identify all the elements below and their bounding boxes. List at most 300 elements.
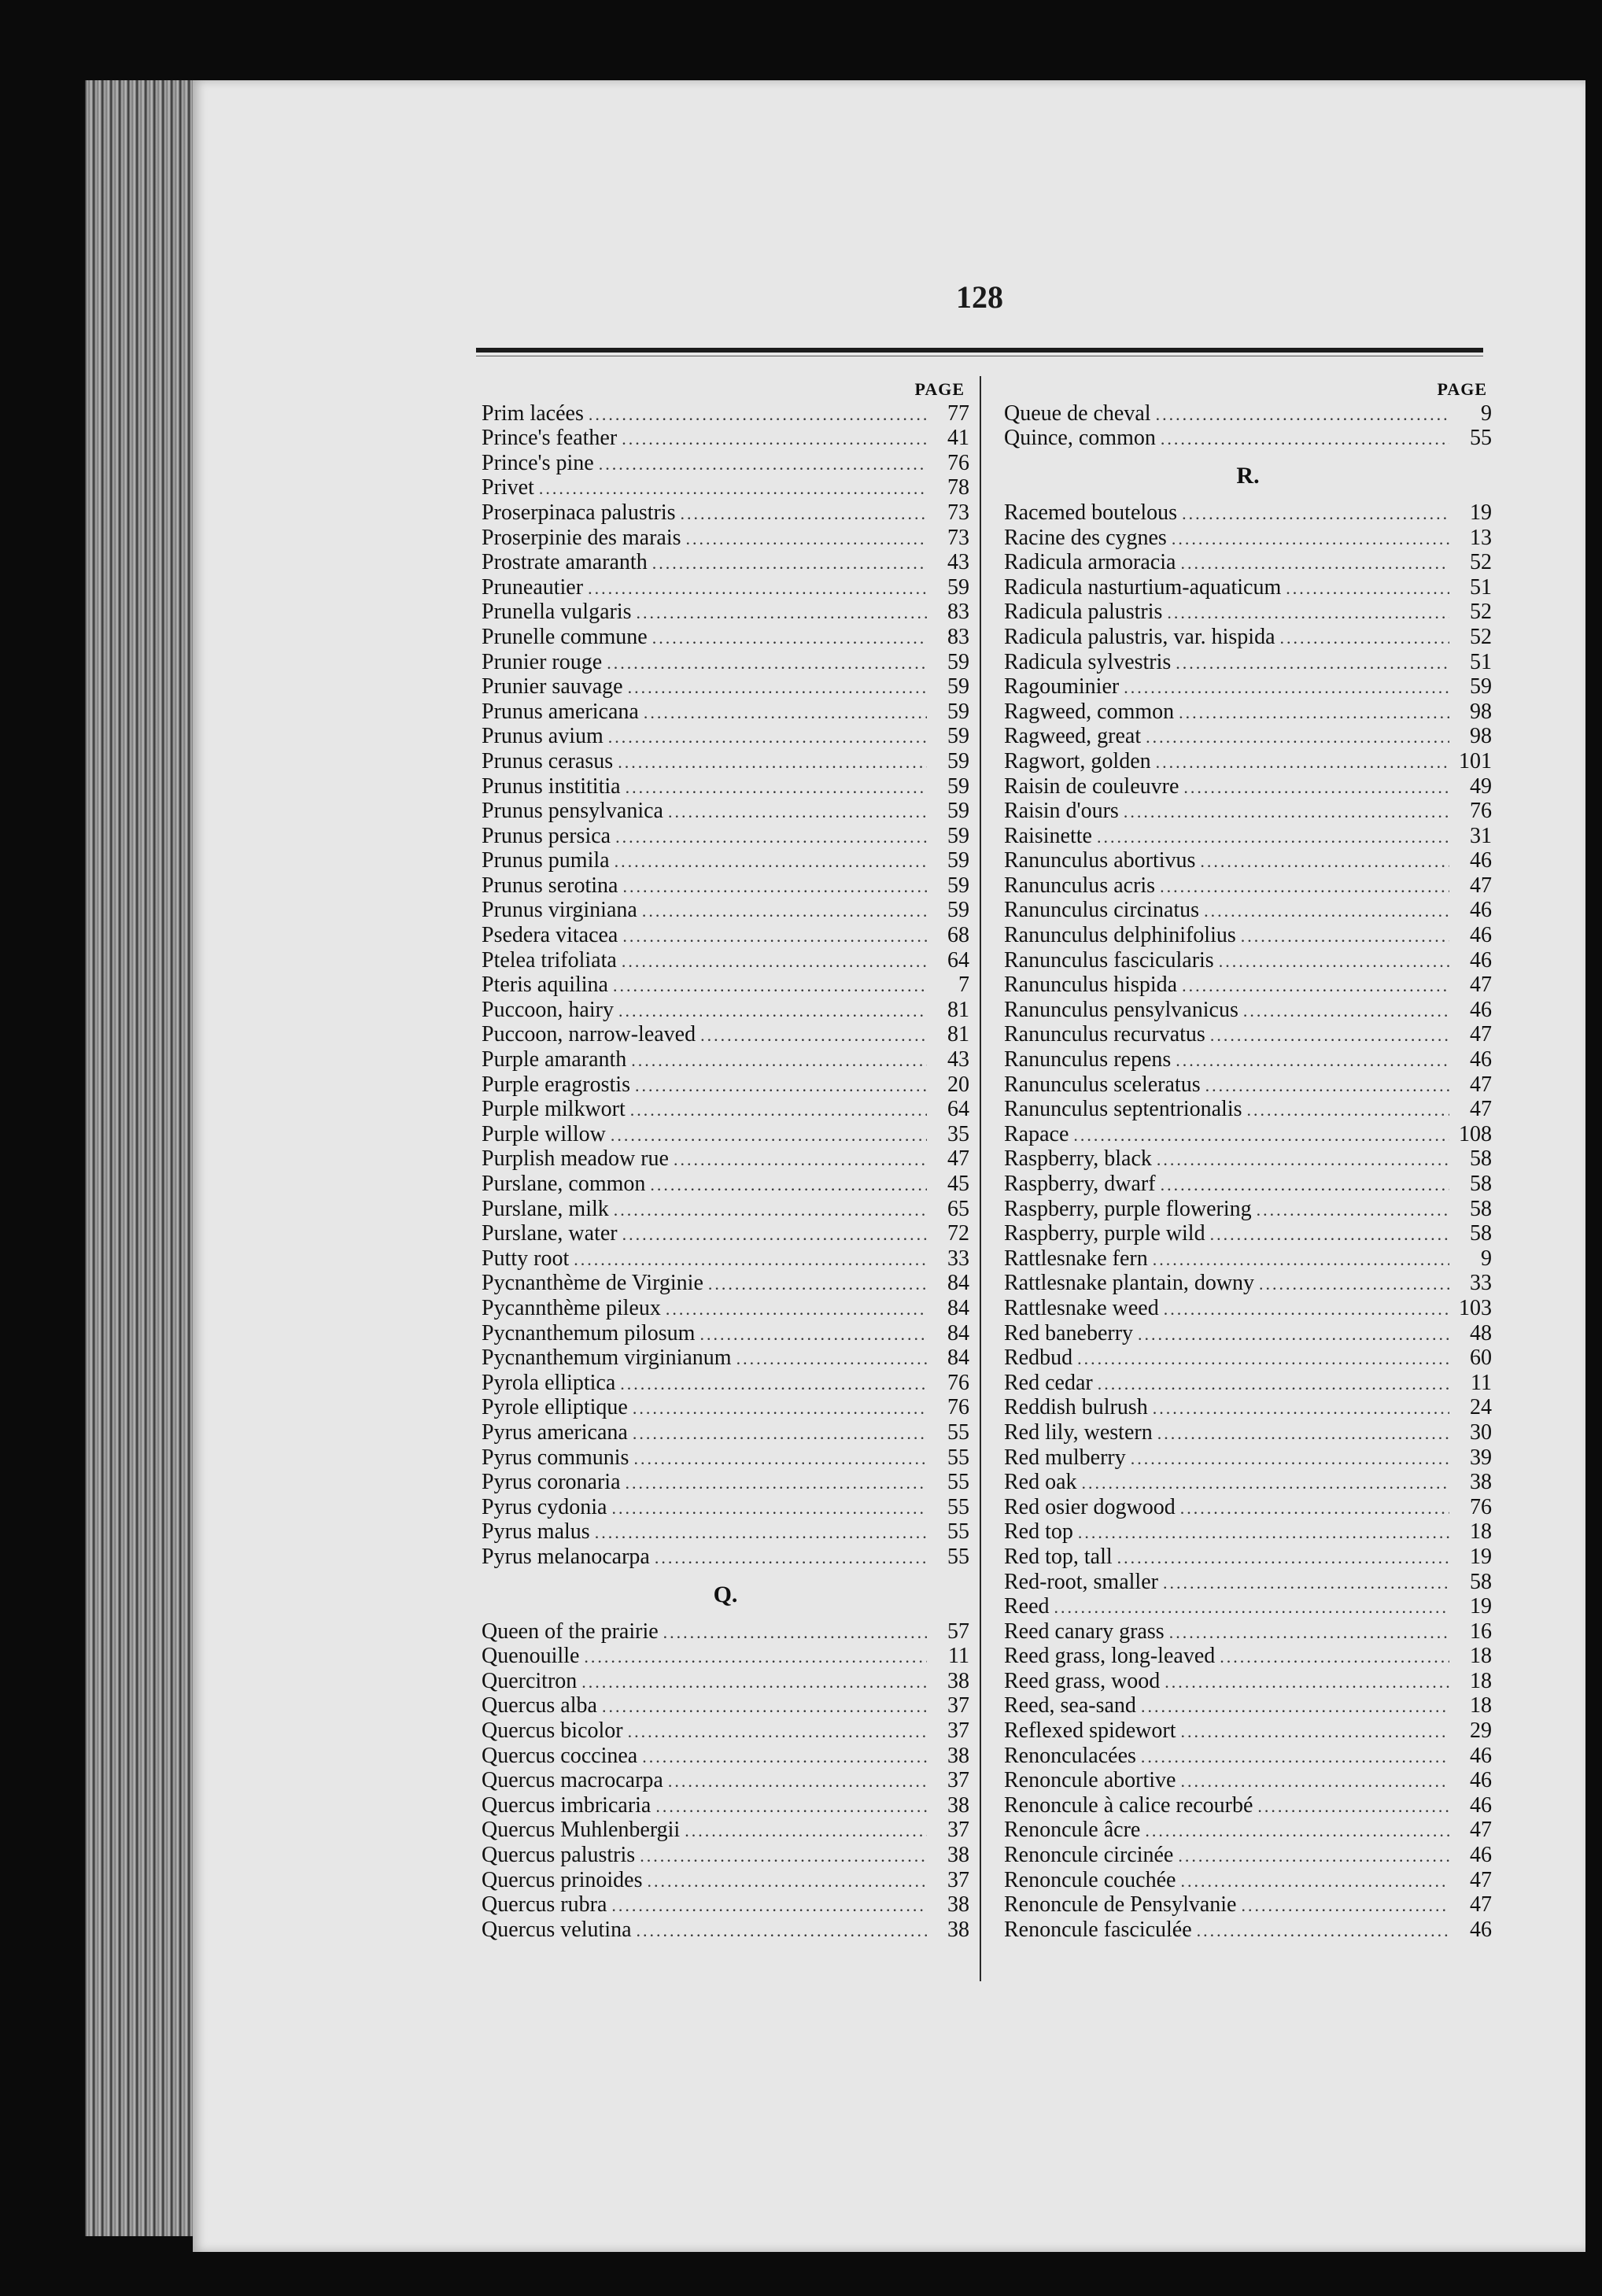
entry-page: 19 [1470,1594,1492,1619]
entry-page: 47 [1470,1097,1492,1122]
dot-leader [1165,1670,1449,1695]
index-entry [482,1519,969,1545]
index-entry [1004,998,1492,1023]
column-page-header: PAGE [914,379,965,399]
entry-name: Ranunculus delphinifolius [1004,923,1236,948]
entry-name: Raspberry, purple wild [1004,1221,1205,1246]
dot-leader [1183,775,1449,800]
entry-name: Quercus velutina [482,1917,632,1942]
entry-name: Renoncule circinée [1004,1843,1174,1868]
index-entry [482,923,969,948]
index-entry [1004,1570,1492,1595]
entry-page: 84 [947,1345,969,1371]
entry-page: 38 [947,1668,969,1693]
entry-page: 58 [1470,1569,1492,1594]
entry-name: Quercitron [482,1668,578,1693]
entry-page: 59 [947,898,969,923]
index-entry [482,1221,969,1246]
index-entry [482,401,969,426]
entry-name: Ranunculus acris [1004,873,1156,898]
entry-name: Proserpinie des marais [482,525,681,550]
dot-leader [611,1496,927,1521]
entry-page: 45 [947,1172,969,1196]
dot-leader [595,1520,927,1545]
index-entry [1004,625,1492,650]
dot-leader [1180,1869,1449,1894]
index-entry [482,1470,969,1495]
entry-name: Pyrole elliptique [482,1395,628,1420]
dot-leader [1157,1147,1449,1172]
index-entry [1004,1097,1492,1122]
dot-leader [1138,1322,1449,1347]
dot-leader [1098,1371,1449,1397]
entry-name: Purple milkwort [482,1097,626,1122]
entry-name: Proserpinaca palustris [482,500,676,525]
dot-leader [628,1719,927,1744]
index-entry [1004,1172,1492,1197]
dot-leader [1157,1421,1449,1446]
entry-name: Purple eragrostis [482,1072,630,1097]
index-entry [482,1793,969,1818]
entry-page: 55 [947,1544,969,1569]
entry-page: 52 [1470,600,1492,625]
entry-name: Raspberry, purple flowering [1004,1196,1252,1221]
entry-name: Rattlesnake plantain, downy [1004,1271,1255,1296]
entry-page: 59 [947,674,969,700]
entry-name: Rattlesnake fern [1004,1246,1148,1271]
dot-leader [1280,626,1450,651]
index-entry [1004,973,1492,998]
entry-page: 18 [1470,1693,1492,1718]
entry-page: 59 [947,848,969,873]
entry-name: Prince's pine [482,450,594,475]
entry-name: Ranunculus recurvatus [1004,1022,1205,1047]
index-entry [1004,426,1492,451]
dot-leader [1082,1471,1449,1496]
dot-leader [1161,426,1449,452]
dot-leader [607,651,927,676]
entry-page: 46 [1470,898,1492,923]
index-entry [482,1197,969,1222]
index-entry [1004,1793,1492,1818]
index-column-left [482,376,969,1942]
entry-page: 76 [1470,1494,1492,1519]
dot-leader [1181,1719,1450,1744]
index-entry [1004,600,1492,625]
entry-page: 103 [1459,1295,1492,1320]
entry-page: 48 [1470,1320,1492,1345]
entry-page: 47 [1470,1072,1492,1097]
index-entry [482,1718,969,1744]
index-entry [482,1768,969,1793]
entry-page: 51 [1470,649,1492,674]
index-entry [1004,1644,1492,1669]
index-entry [482,1097,969,1122]
index-entries-q [482,1619,969,1943]
entry-name: Red osier dogwood [1004,1494,1176,1519]
entry-page: 76 [947,450,969,475]
dot-leader [622,949,927,974]
dot-leader [1131,1446,1449,1471]
index-entry [1004,1868,1492,1893]
dot-leader [1054,1595,1449,1620]
dot-leader [650,1172,927,1198]
entry-name: Queen of the prairie [482,1619,659,1644]
dot-leader [652,551,927,576]
entry-page: 59 [947,724,969,749]
entry-page: 68 [947,923,969,948]
index-entry [1004,700,1492,725]
index-entry [482,526,969,551]
entry-name: Pycnanthemum pilosum [482,1320,696,1345]
entry-page: 47 [1470,973,1492,998]
dot-leader [1247,1098,1449,1123]
entry-name: Prunus avium [482,724,604,749]
entry-page: 43 [947,550,969,575]
dot-leader [663,1620,927,1645]
entry-name: Pruneautier [482,574,584,600]
entry-page: 46 [1470,1047,1492,1072]
dot-leader [708,1272,927,1297]
entry-name: Pyrus americana [482,1419,628,1445]
entry-page: 37 [947,1693,969,1718]
entry-name: Red top [1004,1519,1073,1545]
entry-page: 59 [947,649,969,674]
index-entry [1004,1892,1492,1918]
entry-page: 59 [947,799,969,824]
dot-leader [1172,526,1449,552]
dot-leader [1197,1918,1449,1943]
entry-name: Prunus persica [482,823,611,848]
entry-page: 55 [947,1470,969,1495]
entry-page: 59 [947,823,969,848]
entry-name: Pteris aquilina [482,973,608,998]
entry-name: Reed canary grass [1004,1619,1165,1644]
dot-leader [668,799,927,825]
header-rule [476,348,1483,353]
index-entry [482,1371,969,1396]
entry-name: Prunier sauvage [482,674,623,700]
index-entry [1004,824,1492,849]
index-entry [1004,1122,1492,1147]
entry-page: 18 [1470,1519,1492,1545]
index-entry [1004,799,1492,824]
entry-name: Prunier rouge [482,649,603,674]
dot-leader [640,1844,927,1869]
index-entry [1004,1545,1492,1570]
index-entry [1004,1246,1492,1272]
index-entry [1004,898,1492,923]
entry-page: 18 [1470,1644,1492,1669]
index-entry [482,799,969,824]
index-entry [1004,1395,1492,1420]
dot-leader [618,999,927,1024]
dot-leader [1156,402,1449,427]
entry-name: Radicula nasturtium-aquaticum [1004,574,1282,600]
entry-name: Renoncule à calice recourbé [1004,1792,1253,1818]
dot-leader [1156,750,1449,775]
entry-page: 38 [947,1917,969,1942]
index-entry [1004,1371,1492,1396]
entry-name: Reed grass, long-leaved [1004,1644,1216,1669]
index-entry [1004,1047,1492,1072]
index-entry [482,1146,969,1172]
entry-name: Radicula palustris, var. hispida [1004,624,1275,649]
entry-page: 81 [947,1022,969,1047]
entry-name: Purslane, water [482,1221,618,1246]
index-entry [482,973,969,998]
entry-page: 38 [947,1892,969,1918]
dot-leader [622,924,927,949]
entry-page: 59 [947,574,969,600]
entry-page: 76 [947,1370,969,1395]
entry-name: Prunelle commune [482,624,648,649]
entry-page: 46 [1470,1792,1492,1818]
entry-page: 64 [947,1097,969,1122]
entry-page: 47 [947,1146,969,1172]
entry-page: 46 [1470,1768,1492,1793]
dot-leader [633,1396,927,1421]
dot-leader [584,1644,927,1670]
dot-leader [1180,1769,1449,1794]
index-entry [482,1271,969,1296]
index-entry [482,1545,969,1570]
dot-leader [1141,1744,1449,1770]
entry-name: Prunus serotina [482,873,618,898]
index-entry [1004,674,1492,700]
dot-leader [581,1670,927,1695]
entry-name: Quince, common [1004,426,1156,451]
dot-leader [1153,1396,1449,1421]
dot-leader [1178,1844,1449,1869]
index-entry [1004,1818,1492,1843]
entry-name: Ranunculus abortivus [1004,848,1196,873]
dot-leader [686,526,928,552]
section-letter-q: Q. [713,1581,738,1608]
index-entry [482,724,969,749]
entry-name: Renoncule de Pensylvanie [1004,1892,1237,1918]
entry-page: 37 [947,1718,969,1744]
dot-leader [1257,1794,1449,1819]
entry-page: 19 [1470,1544,1492,1569]
entry-page: 46 [1470,848,1492,873]
dot-leader [615,849,927,874]
dot-leader [637,1918,928,1943]
entry-page: 55 [947,1419,969,1445]
entry-name: Racemed boutelous [1004,500,1178,525]
index-column-right [1004,376,1492,1942]
entry-name: Redbud [1004,1345,1073,1371]
entry-page: 46 [1470,997,1492,1022]
entry-page: 59 [947,699,969,724]
dot-leader [1179,700,1449,725]
entry-name: Quercus Muhlenbergii [482,1818,681,1843]
dot-leader [1163,1571,1449,1596]
index-entry [1004,948,1492,973]
index-entry [482,774,969,799]
entry-page: 24 [1470,1395,1492,1420]
index-entry [1004,1718,1492,1744]
dot-leader [681,501,928,526]
entry-page: 84 [947,1295,969,1320]
dot-leader [666,1297,927,1322]
index-entries-q-continued [1004,401,1492,451]
entry-name: Reed [1004,1594,1050,1619]
dot-leader [622,426,927,452]
dot-leader [1180,1496,1449,1521]
entry-name: Prim lacées [482,401,584,426]
index-entry [1004,1146,1492,1172]
dot-leader [1167,600,1449,626]
dot-leader [630,1098,927,1123]
index-entry [482,1122,969,1147]
entry-name: Ragweed, common [1004,699,1175,724]
entry-page: 59 [947,873,969,898]
entry-name: Quercus rubra [482,1892,607,1918]
dot-leader [1204,899,1449,924]
dot-leader [539,476,927,501]
index-entry [482,674,969,700]
column-page-header: PAGE [1437,379,1487,399]
entry-page: 47 [1470,1022,1492,1047]
index-entry [1004,923,1492,948]
entry-page: 59 [947,773,969,799]
entry-name: Ragweed, great [1004,724,1142,749]
dot-leader [1220,1644,1449,1670]
entry-name: Renoncule âcre [1004,1818,1141,1843]
index-entry [482,500,969,526]
dot-leader [637,600,927,626]
entry-name: Renoncule fasciculée [1004,1917,1192,1942]
entry-name: Pycnanthème de Virginie [482,1271,703,1296]
entry-name: Purplish meadow rue [482,1146,669,1172]
index-entry [1004,1594,1492,1619]
index-entry [482,948,969,973]
index-entry [1004,550,1492,575]
entry-page: 84 [947,1320,969,1345]
entry-page: 46 [1470,1843,1492,1868]
index-entry [482,1619,969,1644]
dot-leader [613,973,927,999]
dot-leader [644,700,927,725]
index-entry [482,426,969,451]
entry-page: 55 [947,1494,969,1519]
entry-name: Renoncule abortive [1004,1768,1176,1793]
entry-page: 55 [1470,426,1492,451]
index-entry [482,1172,969,1197]
entry-name: Purple amaranth [482,1047,627,1072]
dot-leader [1182,501,1449,526]
dot-leader [1286,576,1449,601]
index-entry [1004,1768,1492,1793]
entry-name: Pyrus communis [482,1445,629,1470]
entry-page: 77 [947,401,969,426]
index-entry [1004,575,1492,600]
entry-page: 76 [947,1395,969,1420]
index-entry [1004,873,1492,899]
entry-name: Ranunculus hispida [1004,973,1178,998]
entry-name: Radicula sylvestris [1004,649,1172,674]
index-entry [482,1693,969,1718]
dot-leader [622,874,927,899]
entry-page: 83 [947,624,969,649]
entry-page: 46 [1470,1917,1492,1942]
dot-leader [608,725,927,750]
index-entry [482,873,969,899]
entry-page: 38 [947,1792,969,1818]
entry-page: 38 [1470,1470,1492,1495]
entry-name: Purslane, milk [482,1196,609,1221]
dot-leader [699,1322,927,1347]
index-entry [482,700,969,725]
entry-page: 37 [947,1818,969,1843]
index-entry [1004,500,1492,526]
dot-leader [1210,1222,1449,1247]
entry-name: Ranunculus sceleratus [1004,1072,1201,1097]
entry-page: 59 [947,748,969,773]
index-entry [482,1843,969,1868]
index-entry [1004,1321,1492,1346]
dot-leader [1164,1297,1449,1322]
dot-leader [635,1073,927,1098]
entry-page: 19 [1470,500,1492,525]
dot-leader [1169,1620,1449,1645]
entry-page: 55 [947,1445,969,1470]
entry-page: 37 [947,1768,969,1793]
dot-leader [642,899,927,924]
entry-name: Prunus pumila [482,848,610,873]
entry-name: Quercus palustris [482,1843,636,1868]
entry-name: Pyrus melanocarpa [482,1544,650,1569]
index-entry [482,1395,969,1420]
dot-leader [1146,725,1449,750]
entry-name: Rattlesnake weed [1004,1295,1159,1320]
dot-leader [626,1471,927,1496]
index-entry [482,475,969,500]
entry-name: Ranunculus pensylvanicus [1004,997,1238,1022]
index-entry [1004,1221,1492,1246]
entry-page: 81 [947,997,969,1022]
index-entry [482,1644,969,1669]
index-entry [482,625,969,650]
dot-leader [1124,799,1449,825]
dot-leader [1200,849,1449,874]
entry-name: Ragwort, golden [1004,748,1151,773]
dot-leader [588,576,927,601]
dot-leader [648,1869,927,1894]
entry-name: Pyrus malus [482,1519,590,1545]
entry-page: 57 [947,1619,969,1644]
entry-page: 76 [1470,799,1492,824]
index-entry [482,1022,969,1047]
entry-name: Quenouille [482,1644,580,1669]
entry-page: 41 [947,426,969,451]
entry-name: Reed, sea-sand [1004,1693,1136,1718]
dot-leader [1161,1172,1449,1198]
entry-page: 64 [947,947,969,973]
entry-name: Red-root, smaller [1004,1569,1158,1594]
index-entry [482,1345,969,1371]
dot-leader [668,1769,927,1794]
entry-page: 60 [1470,1345,1492,1371]
entry-name: Racine des cygnes [1004,525,1167,550]
entry-page: 73 [947,500,969,525]
index-entry [1004,1519,1492,1545]
entry-page: 9 [1481,1246,1492,1271]
dot-leader [618,750,927,775]
entry-name: Ranunculus repens [1004,1047,1172,1072]
entry-name: Prunus virginiana [482,898,637,923]
